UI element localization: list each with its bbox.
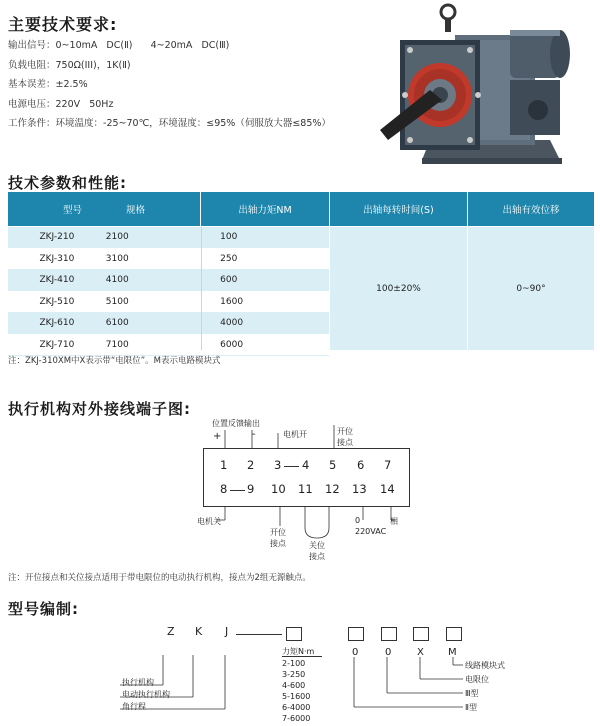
label-circuit-module: 线路模块式 (465, 661, 505, 670)
torque-underline (282, 656, 322, 657)
terminal-12: 12 (325, 482, 340, 496)
section4-title: 型号编制: (8, 600, 79, 618)
code-char-0a: 0 (352, 647, 359, 658)
header-model-spec (8, 192, 200, 226)
code-box-torque (286, 627, 302, 641)
label-plus: + (213, 431, 222, 442)
spec-power: 电源电压：220V 50Hz (8, 98, 114, 110)
terminal-3: 3 (274, 458, 282, 472)
spec-output-signal: 输出信号：0~10mA DC(Ⅱ) 4~20mA DC(Ⅲ) (8, 40, 230, 51)
label-electric-limit: 电限位 (465, 675, 489, 684)
terminal-11: 11 (298, 482, 313, 496)
table-row: ZKJ-610 6100 4000 (8, 313, 329, 335)
code-letter-z: Z (167, 625, 175, 638)
header-spec: 规格 (126, 205, 146, 216)
label-motor-off: 电机关 (197, 517, 221, 526)
section3-title: 执行机构对外接线端子图: (8, 400, 191, 418)
section2-title: 技术参数和性能: (8, 174, 127, 192)
table-row: ZKJ-210 2100 100 (8, 227, 329, 249)
spec-list (8, 36, 331, 134)
terminal-14: 14 (380, 482, 395, 496)
code-box-2 (381, 627, 397, 641)
bottom-leader-lines (195, 498, 415, 548)
code-box-3 (413, 627, 429, 641)
top-leader-lines (200, 425, 400, 455)
label-phase: 相 (390, 517, 398, 526)
label-zero: 0 (355, 516, 361, 525)
terminal-note: 注：开位接点和关位接点适用于带电限位的电动执行机构，接点为2组无源触点。 (8, 573, 311, 583)
section1-title: 主要技术要求: (8, 15, 118, 34)
label-close: 关位 (309, 541, 325, 550)
table-row: ZKJ-710 7100 6000 (8, 335, 329, 357)
col-divider (201, 227, 202, 350)
label-open-bottom: 开位 (270, 528, 286, 537)
code-box-1 (348, 627, 364, 641)
label-minus: - (252, 429, 256, 440)
header-torque: 出轴力矩NM (201, 192, 329, 226)
terminal-13: 13 (352, 482, 367, 496)
terminal-10: 10 (271, 482, 286, 496)
spec-table-rows (8, 227, 329, 356)
code-box-4 (446, 627, 462, 641)
cell-displacement: 0~90° (468, 227, 594, 350)
spec-basic-error: 基本误差：±2.5% (8, 79, 88, 90)
terminal-9: 9 (247, 482, 255, 496)
jumper-3-4 (284, 466, 299, 467)
spec-conditions: 工作条件：环境温度：-25~70℃，环境湿度：≤95%（伺服放大器≤85%） (8, 118, 331, 129)
label-open-top: 开位 (337, 427, 353, 436)
label-angular-stroke: 角行程 (122, 702, 146, 711)
code-dash (236, 634, 282, 635)
code-letter-k: K (195, 625, 203, 638)
jumper-8-9 (230, 490, 245, 491)
table-row: ZKJ-510 5100 1600 (8, 292, 329, 314)
terminal-4: 4 (302, 458, 310, 472)
cell-time: 100±20% (330, 227, 467, 350)
label-open-top-2: 接点 (337, 438, 353, 447)
label-actuator: 执行机构 (122, 678, 154, 687)
header-displacement: 出轴有效位移 (468, 192, 594, 226)
torque-list: 2-100 3-250 4-600 5-1600 6-4000 7-6000 (282, 659, 311, 723)
table-note: 注：ZKJ-310XM中X表示带“电限位”。M表示电路模块式 (8, 356, 221, 366)
code-letter-j: J (225, 625, 229, 638)
label-electric-actuator: 电动执行机构 (122, 690, 170, 699)
actuator-image (360, 0, 585, 170)
terminal-6: 6 (357, 458, 365, 472)
header-model: 型号 (62, 205, 82, 216)
terminal-2: 2 (247, 458, 255, 472)
terminal-8: 8 (220, 482, 228, 496)
label-close-2: 接点 (309, 552, 325, 561)
label-220vac: 220VAC (355, 527, 387, 536)
table-row: ZKJ-410 4100 600 (8, 270, 329, 292)
header-time: 出轴每转时间(S) (330, 192, 467, 226)
terminal-1: 1 (220, 458, 228, 472)
code-char-m: M (448, 647, 457, 658)
label-type-2: Ⅱ型 (465, 703, 477, 712)
table-row: ZKJ-310 3100 250 (8, 249, 329, 271)
label-open-bottom-2: 接点 (270, 539, 286, 548)
spec-load-resistance: 负载电阻：750Ω(III)，1K(Ⅱ) (8, 59, 131, 71)
terminal-5: 5 (329, 458, 337, 472)
code-char-0b: 0 (385, 647, 392, 658)
label-motor-on: 电机开 (283, 430, 307, 439)
code-char-x: X (417, 647, 424, 658)
torque-title: 力矩N·m (282, 647, 315, 656)
label-type-3: Ⅲ型 (465, 689, 479, 698)
label-feedback: 位置反馈输出 (212, 419, 260, 428)
terminal-7: 7 (384, 458, 392, 472)
